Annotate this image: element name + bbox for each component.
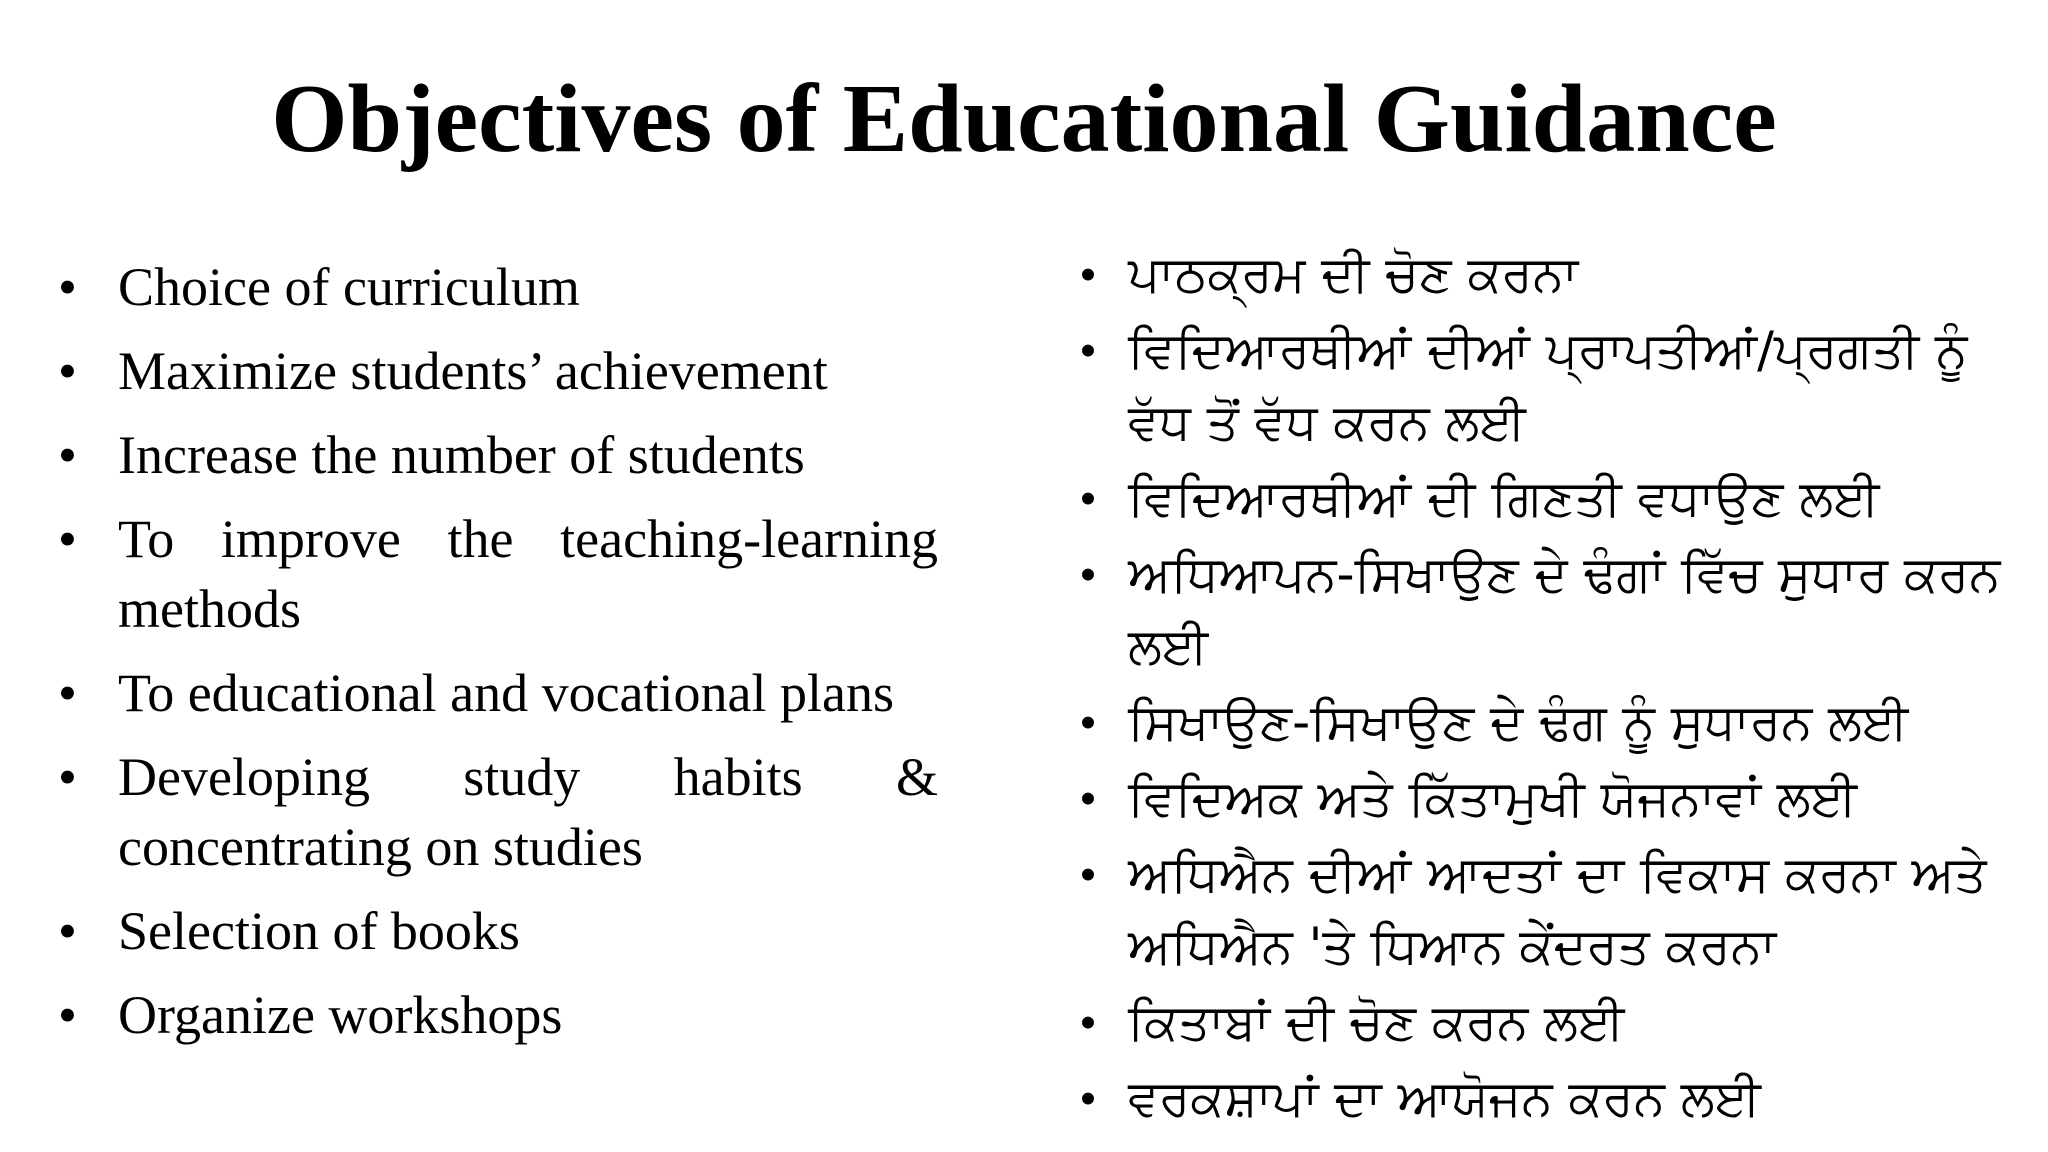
list-item [1068,686,2028,758]
list-item [58,504,938,644]
list-item [58,252,938,322]
list-item-text: Developing study habits & concentrating on studies [118,747,938,877]
list-item [1068,986,2028,1058]
list-item [1068,238,2028,310]
list-item [1068,762,2028,834]
list-item-text: ਪਾਠਕ੍ਰਮ ਦੀ ਚੋਣ ਕਰਨਾ [1128,245,1579,303]
bullet: • [1079,546,1097,602]
list-item-text: ਵਰਕਸ਼ਾਪਾਂ ਦਾ ਆਯੋਜਨ ਕਰਨ ਲਈ [1128,1069,1761,1127]
list-item [1068,538,2028,682]
list-item-text: Choice of curriculum [118,257,580,317]
list-item-text: Selection of books [118,901,520,961]
bullet: • [1079,246,1097,302]
bullet: • [58,509,77,569]
slide-title: Objectives of Educational Guidance [271,65,1777,173]
list-item-text: Organize workshops [118,985,563,1045]
bullet: • [58,257,77,317]
list-item [1068,1062,2028,1134]
list-item-text: ਵਿਦਿਆਰਥੀਆਂ ਦੀ ਗਿਣਤੀ ਵਧਾਉਣ ਲਈ [1128,469,1880,527]
bullet: • [1079,694,1097,750]
list-item [58,658,938,728]
bullet: • [58,663,77,723]
list-item-text: To educational and vocational plans [118,663,894,723]
bullet: • [58,985,77,1045]
punjabi-objectives-list [1068,238,2028,1138]
bullet: • [1079,322,1097,378]
bullet: • [1079,994,1097,1050]
bullet: • [58,341,77,401]
list-item [1068,462,2028,534]
bullet: • [1079,846,1097,902]
bullet: • [58,425,77,485]
list-item [58,980,938,1050]
list-item-text: ਕਿਤਾਬਾਂ ਦੀ ਚੋਣ ਕਰਨ ਲਈ [1128,993,1625,1051]
english-objectives-list [58,252,938,1064]
list-item-text: Maximize students’ achievement [118,341,828,401]
list-item-text: ਅਧਿਐਨ ਦੀਆਂ ਆਦਤਾਂ ਦਾ ਵਿਕਾਸ ਕਰਨਾ ਅਤੇ ਅਧਿਐਨ 'ਤੇ ਧਿਆਨ ਕੇਂਦਰਤ ਕਰਨਾ [1128,845,1987,975]
bullet: • [58,747,77,807]
list-item [1068,314,2028,458]
list-item-text: ਵਿਦਿਅਕ ਅਤੇ ਕਿੱਤਾਮੁਖੀ ਯੋਜਨਾਵਾਂ ਲਈ [1128,769,1857,827]
bullet: • [58,901,77,961]
bullet: • [1079,770,1097,826]
list-item [58,336,938,406]
bullet: • [1079,470,1097,526]
list-item [58,896,938,966]
bullet: • [1079,1070,1097,1126]
list-item-text: To improve the teaching-learning methods [118,509,938,639]
list-item [58,742,938,882]
list-item [1068,838,2028,982]
list-item-text: ਅਧਿਆਪਨ-ਸਿਖਾਉਣ ਦੇ ਢੰਗਾਂ ਵਿੱਚ ਸੁਧਾਰ ਕਰਨ ਲਈ [1128,545,2001,675]
list-item-text: ਵਿਦਿਆਰਥੀਆਂ ਦੀਆਂ ਪ੍ਰਾਪਤੀਆਂ/ਪ੍ਰਗਤੀ ਨੂੰ ਵੱਧ ਤੋਂ ਵੱਧ ਕਰਨ ਲਈ [1128,321,1968,451]
list-item-text: ਸਿਖਾਉਣ-ਸਿਖਾਉਣ ਦੇ ਢੰਗ ਨੂੰ ਸੁਧਾਰਨ ਲਈ [1128,693,1909,751]
list-item-text: Increase the number of students [118,425,805,485]
list-item [58,420,938,490]
